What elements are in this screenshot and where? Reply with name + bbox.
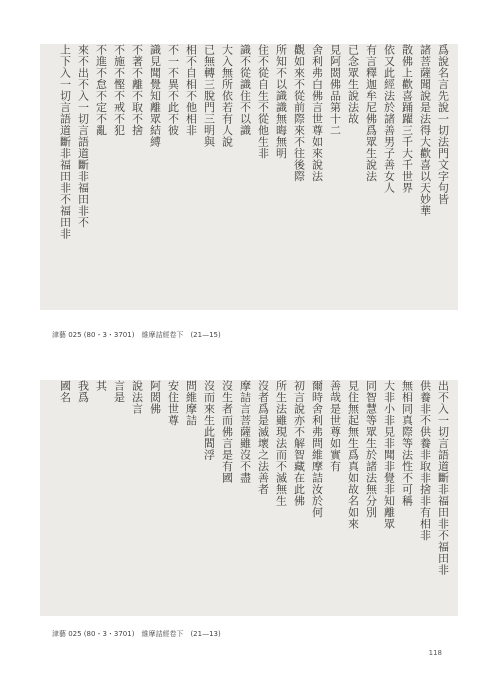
- manuscript-column: 其: [94, 380, 108, 392]
- manuscript-column: 住不從自生不從他生非: [256, 44, 270, 159]
- manuscript-column: 言是: [112, 380, 126, 403]
- manuscript-column: 摩詰言菩薩雖沒不盡: [238, 380, 252, 484]
- manuscript-column: 問維摩詰: [184, 380, 198, 426]
- manuscript-column: 大入無所依若有人說: [220, 44, 234, 148]
- manuscript-column: 初言說亦不解智藏在此佛: [292, 380, 306, 507]
- manuscript-column: 出不入一切言語道斷非福田非不福田非: [436, 380, 450, 576]
- manuscript-column: 有言釋迦牟尼佛爲眾生說法: [364, 44, 378, 182]
- manuscript-column: 說法言: [130, 380, 144, 415]
- manuscript-column: 不著不離不取不捨: [130, 44, 144, 136]
- manuscript-column: 安住世尊: [166, 380, 180, 426]
- manuscript-column: 識見聞覺知離眾結縛: [148, 44, 162, 148]
- manuscript-column: 供養非不供養非取非捨非有相非: [418, 380, 432, 541]
- manuscript-column: 爲說名言先說一切法門文字句皆: [436, 44, 450, 205]
- manuscript-column: 上下入一切言語道斷非福田非不福田非: [58, 44, 72, 240]
- manuscript-column: 散佛上歡喜踊躍三千大千世界: [400, 44, 414, 194]
- manuscript-column: 已念眾生說法故: [346, 44, 360, 125]
- manuscript-column: 善哉是世尊如實有: [328, 380, 342, 472]
- manuscript-column: 不一不異不此不彼: [166, 44, 180, 136]
- manuscript-column: 我爲: [76, 380, 90, 403]
- manuscript-column: 沒而來生此閻浮: [202, 380, 216, 461]
- manuscript-image-top: [40, 44, 458, 310]
- manuscript-column: 同智慧等眾生於諸法無分別: [364, 380, 378, 518]
- image-caption: 津藝 025 (80・3・3701) 維摩詰經卷下 (21—13): [52, 630, 221, 638]
- manuscript-column: 相不自相不他相非: [184, 44, 198, 136]
- manuscript-column: 所知不以識識無晦無明: [274, 44, 288, 159]
- manuscript-column: 爾時舍利弗問維摩詰汝於何: [310, 380, 324, 518]
- manuscript-column: 諸菩薩聞說是法得大歡喜以天妙華: [418, 44, 432, 217]
- manuscript-column: 阿閦佛: [148, 380, 162, 415]
- manuscript-column: 無相同真際等法性不可稱: [400, 380, 414, 507]
- manuscript-column: 大非小非見非聞非覺非知離眾: [382, 380, 396, 530]
- manuscript-column: 沒者爲是滅壞之法善者: [256, 380, 270, 495]
- manuscript-column: 不施不慳不戒不犯: [112, 44, 126, 136]
- manuscript-column: 依又此經法於諸善男子善女人: [382, 44, 396, 194]
- manuscript-column: 所生法雖現法而不滅無生: [274, 380, 288, 507]
- manuscript-column: 沒生者而佛言是有國: [220, 380, 234, 484]
- manuscript-image-bottom: [40, 380, 458, 616]
- manuscript-column: 見阿閦佛品第十二: [328, 44, 342, 136]
- manuscript-column: 國名: [58, 380, 72, 403]
- manuscript-column: 見住無起無生爲真如故名如來: [346, 380, 360, 530]
- manuscript-column: 舍利弗白佛言世尊如來說法: [310, 44, 324, 182]
- image-caption: 津藝 025 (80・3・3701) 維摩詰經卷下 (21—15): [52, 331, 221, 339]
- manuscript-column: 不進不怠不定不亂: [94, 44, 108, 136]
- manuscript-column: 識不從識住不以識: [238, 44, 252, 136]
- manuscript-column: 已無轉三脫門三明與: [202, 44, 216, 148]
- manuscript-column: 觀如來不從前際來不往後際: [292, 44, 306, 182]
- page-number: 118: [428, 649, 442, 657]
- manuscript-column: 來不出不入一切言語道斷非福田非不: [76, 44, 90, 228]
